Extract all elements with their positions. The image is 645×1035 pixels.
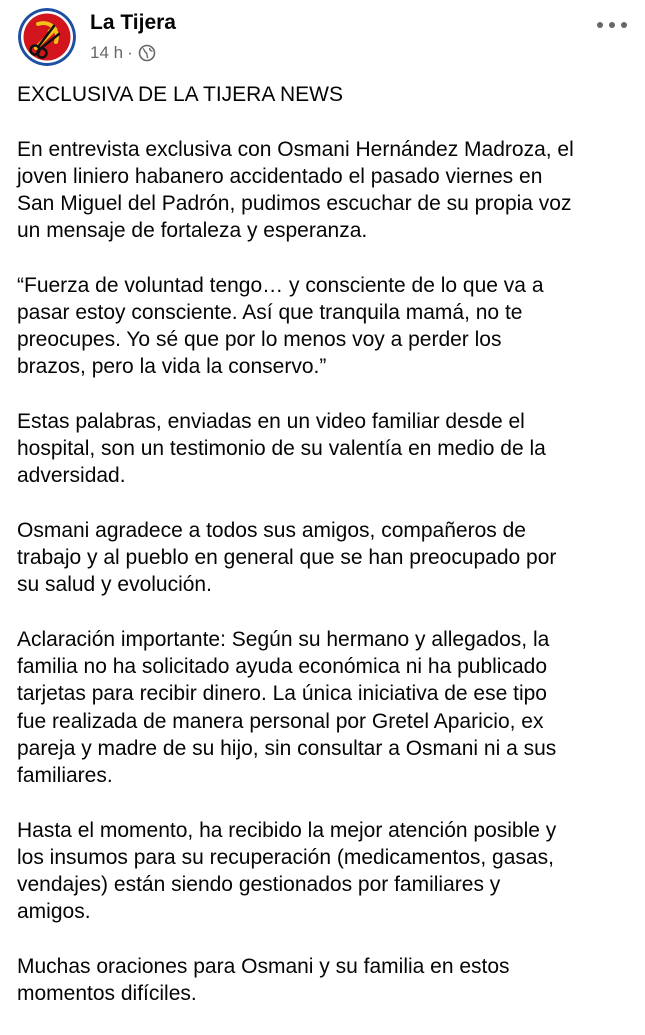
post-paragraph: “Fuerza de voluntad tengo… y consciente de lo que va a pasar estoy consciente. Así que tranquila mamá, no te preocupes. Yo sé que por lo menos voy a perder los brazos, pero la vida la conservo.”	[17, 273, 544, 379]
post-header	[0, 0, 645, 70]
page-avatar[interactable]	[18, 8, 76, 66]
post-paragraph: Aclaración importante: Según su hermano y allegados, la familia no ha solicitado ayuda económica ni ha publicado tarjetas para recibir dinero. La única iniciativa de ese tipo fue realizada de manera personal por Gretel Aparicio, ex pareja y madre de su hijo, sin consultar a Osmani ni a sus familiares.	[17, 628, 557, 788]
scissors-logo-icon	[18, 8, 76, 66]
post-paragraph: EXCLUSIVA DE LA TIJERA NEWS	[17, 83, 344, 106]
page-name[interactable]: La Tijera	[90, 11, 176, 34]
post-paragraph: Estas palabras, enviadas en un video familiar desde el hospital, son un testimonio de su valentía en medio de la adversidad.	[17, 410, 546, 488]
meta-separator: ·	[127, 43, 133, 62]
post-meta	[90, 43, 156, 63]
post-paragraph: Muchas oraciones para Osmani y su familia en estos momentos difíciles.	[17, 954, 510, 1006]
post-paragraph: Osmani agradece a todos sus amigos, compañeros de trabajo y al pueblo en general que se han preocupado por su salud y evolución.	[17, 519, 557, 597]
post-paragraph: Hasta el momento, ha recibido la mejor atención posible y los insumos para su recuperación (medicamentos, gasas, vendajes) están siendo gestionados por familiares y amigos.	[17, 818, 557, 924]
more-options-icon[interactable]	[592, 10, 632, 40]
globe-icon[interactable]	[138, 44, 156, 62]
post-timestamp[interactable]: 14 h	[90, 43, 124, 62]
post-paragraph: En entrevista exclusiva con Osmani Hernández Madroza, el joven liniero habanero accidentado el pasado viernes en San Miguel del Padrón, pudimos escuchar de su propia voz un mensaje de fortaleza y esperanza.	[17, 137, 574, 243]
post-body	[17, 81, 637, 1035]
